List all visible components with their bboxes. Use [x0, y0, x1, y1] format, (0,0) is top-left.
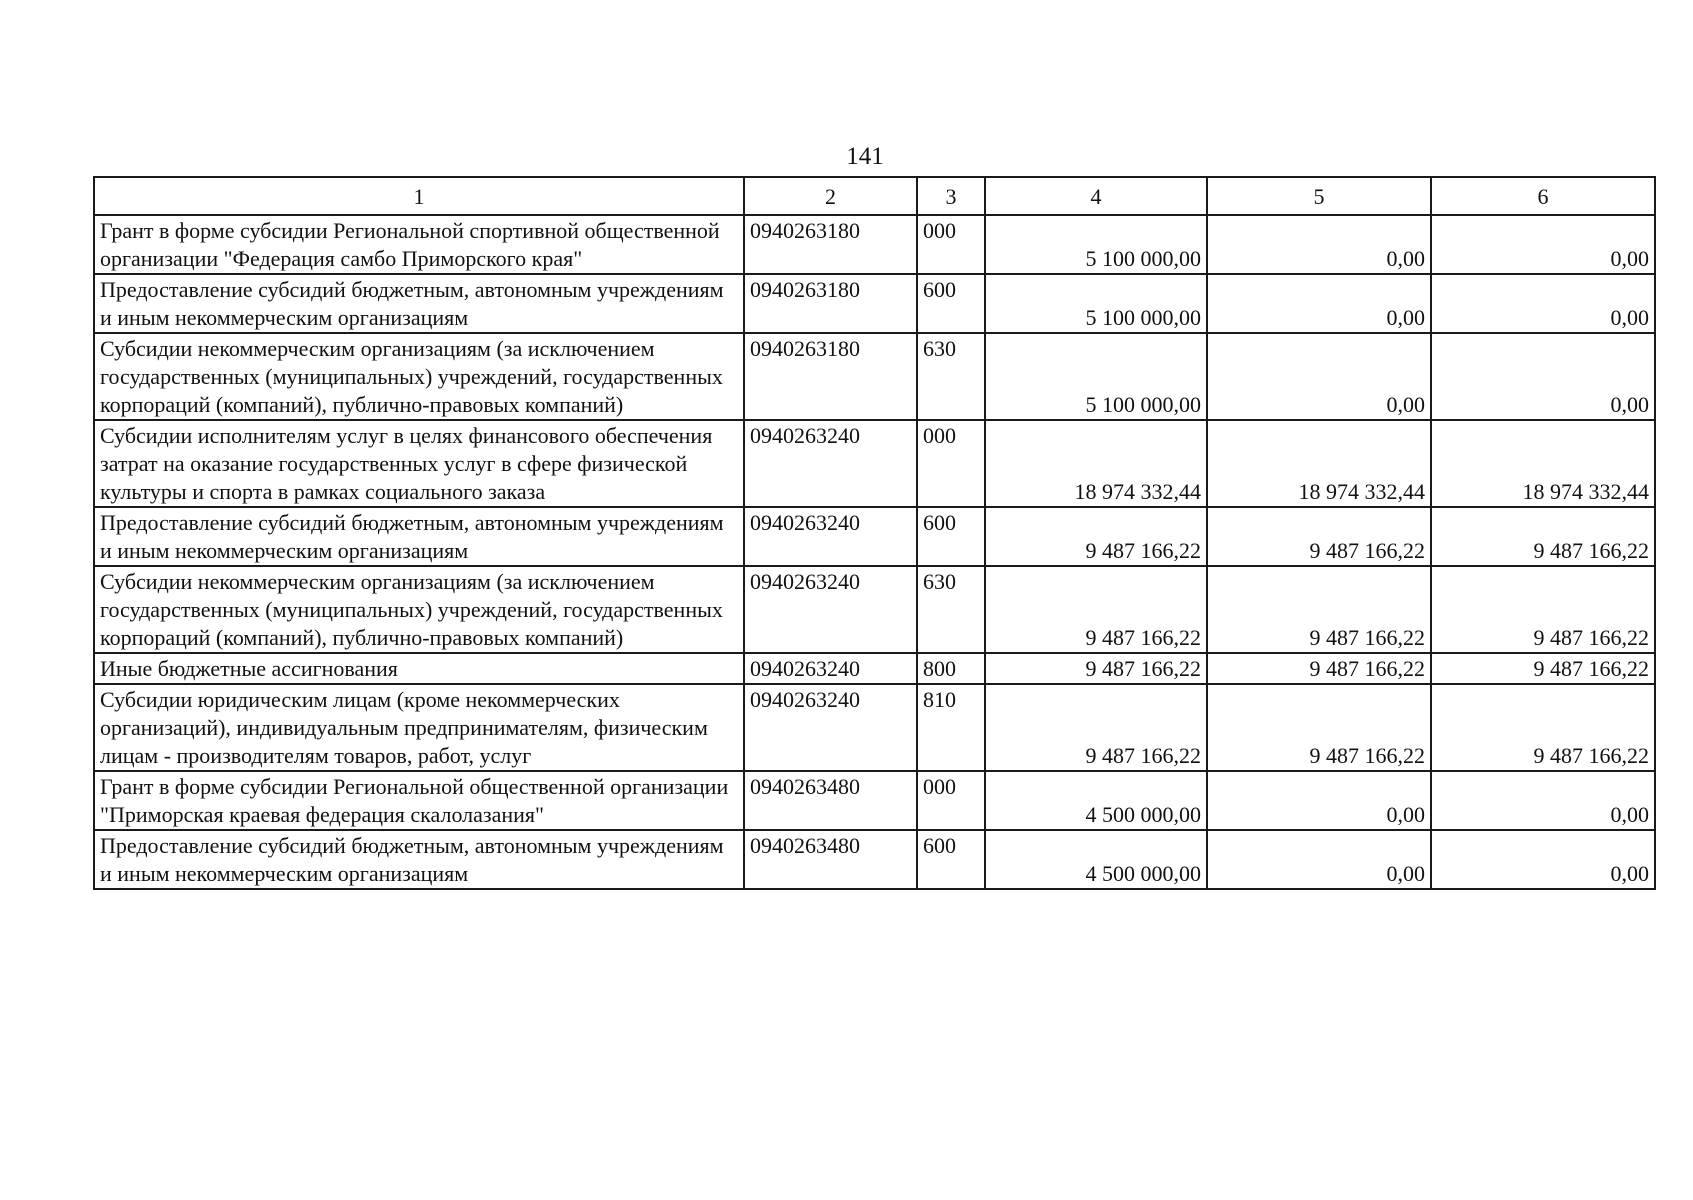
row-amount-2: 0,00 [1207, 771, 1431, 830]
row-amount-3: 9 487 166,22 [1431, 653, 1655, 684]
row-expense-type: 600 [917, 830, 985, 889]
row-amount-2: 9 487 166,22 [1207, 653, 1431, 684]
row-target-code: 0940263240 [744, 420, 917, 507]
row-expense-type: 600 [917, 274, 985, 333]
row-expense-type: 810 [917, 684, 985, 771]
row-name: Предоставление субсидий бюджетным, автономным учреждениям и иным некоммерческим организациям [94, 274, 744, 333]
row-name: Грант в форме субсидии Региональной общественной организации "Приморская краевая федерация скалолазания" [94, 771, 744, 830]
table-row [94, 684, 1655, 771]
row-name: Предоставление субсидий бюджетным, автономным учреждениям и иным некоммерческим организациям [94, 507, 744, 566]
column-header-5: 5 [1207, 177, 1431, 215]
row-name: Предоставление субсидий бюджетным, автономным учреждениям и иным некоммерческим организациям [94, 830, 744, 889]
row-expense-type: 600 [917, 507, 985, 566]
row-amount-3: 0,00 [1431, 333, 1655, 420]
row-amount-1: 4 500 000,00 [985, 830, 1207, 889]
row-expense-type: 630 [917, 566, 985, 653]
row-amount-3: 9 487 166,22 [1431, 566, 1655, 653]
row-name: Субсидии некоммерческим организациям (за исключением государственных (муниципальных) учреждений, государственных корпораций (компаний), публично-правовых компаний) [94, 333, 744, 420]
row-amount-1: 5 100 000,00 [985, 215, 1207, 274]
row-amount-3: 0,00 [1431, 215, 1655, 274]
table-row [94, 771, 1655, 830]
row-target-code: 0940263240 [744, 653, 917, 684]
row-target-code: 0940263180 [744, 333, 917, 420]
row-name: Субсидии некоммерческим организациям (за исключением государственных (муниципальных) учреждений, государственных корпораций (компаний), публично-правовых компаний) [94, 566, 744, 653]
row-amount-3: 18 974 332,44 [1431, 420, 1655, 507]
row-target-code: 0940263180 [744, 215, 917, 274]
row-amount-2: 9 487 166,22 [1207, 566, 1431, 653]
row-target-code: 0940263240 [744, 684, 917, 771]
row-expense-type: 800 [917, 653, 985, 684]
row-amount-2: 0,00 [1207, 215, 1431, 274]
row-amount-1: 18 974 332,44 [985, 420, 1207, 507]
row-expense-type: 000 [917, 420, 985, 507]
row-amount-2: 9 487 166,22 [1207, 684, 1431, 771]
row-amount-1: 9 487 166,22 [985, 566, 1207, 653]
table-row [94, 215, 1655, 274]
row-amount-1: 9 487 166,22 [985, 684, 1207, 771]
row-amount-3: 0,00 [1431, 274, 1655, 333]
row-amount-3: 0,00 [1431, 771, 1655, 830]
row-expense-type: 000 [917, 771, 985, 830]
row-amount-3: 0,00 [1431, 830, 1655, 889]
row-amount-2: 9 487 166,22 [1207, 507, 1431, 566]
row-amount-2: 0,00 [1207, 333, 1431, 420]
column-header-4: 4 [985, 177, 1207, 215]
table-row [94, 566, 1655, 653]
column-header-2: 2 [744, 177, 917, 215]
row-amount-1: 4 500 000,00 [985, 771, 1207, 830]
row-name: Субсидии исполнителям услуг в целях финансового обеспечения затрат на оказание государственных услуг в сфере физической культуры и спорта в рамках социального заказа [94, 420, 744, 507]
row-amount-1: 9 487 166,22 [985, 653, 1207, 684]
row-amount-1: 5 100 000,00 [985, 333, 1207, 420]
table-row [94, 333, 1655, 420]
row-expense-type: 000 [917, 215, 985, 274]
column-header-6: 6 [1431, 177, 1655, 215]
row-amount-2: 0,00 [1207, 274, 1431, 333]
row-amount-3: 9 487 166,22 [1431, 684, 1655, 771]
table-row [94, 507, 1655, 566]
table-row [94, 420, 1655, 507]
table-row [94, 274, 1655, 333]
row-target-code: 0940263180 [744, 274, 917, 333]
row-target-code: 0940263240 [744, 507, 917, 566]
page-number: 141 [846, 143, 884, 170]
column-header-1: 1 [94, 177, 744, 215]
row-expense-type: 630 [917, 333, 985, 420]
row-target-code: 0940263240 [744, 566, 917, 653]
row-amount-2: 18 974 332,44 [1207, 420, 1431, 507]
table-row [94, 653, 1655, 684]
row-name: Иные бюджетные ассигнования [94, 653, 744, 684]
row-amount-2: 0,00 [1207, 830, 1431, 889]
budget-table [93, 176, 1656, 890]
row-name: Грант в форме субсидии Региональной спортивной общественной организации "Федерация самбо Приморского края" [94, 215, 744, 274]
table-row [94, 830, 1655, 889]
row-amount-1: 5 100 000,00 [985, 274, 1207, 333]
row-amount-3: 9 487 166,22 [1431, 507, 1655, 566]
row-target-code: 0940263480 [744, 830, 917, 889]
column-header-3: 3 [917, 177, 985, 215]
row-target-code: 0940263480 [744, 771, 917, 830]
row-name: Субсидии юридическим лицам (кроме некоммерческих организаций), индивидуальным предпринимателям, физическим лицам - производителям товаров, работ, услуг [94, 684, 744, 771]
row-amount-1: 9 487 166,22 [985, 507, 1207, 566]
table-header-row [94, 177, 1655, 215]
